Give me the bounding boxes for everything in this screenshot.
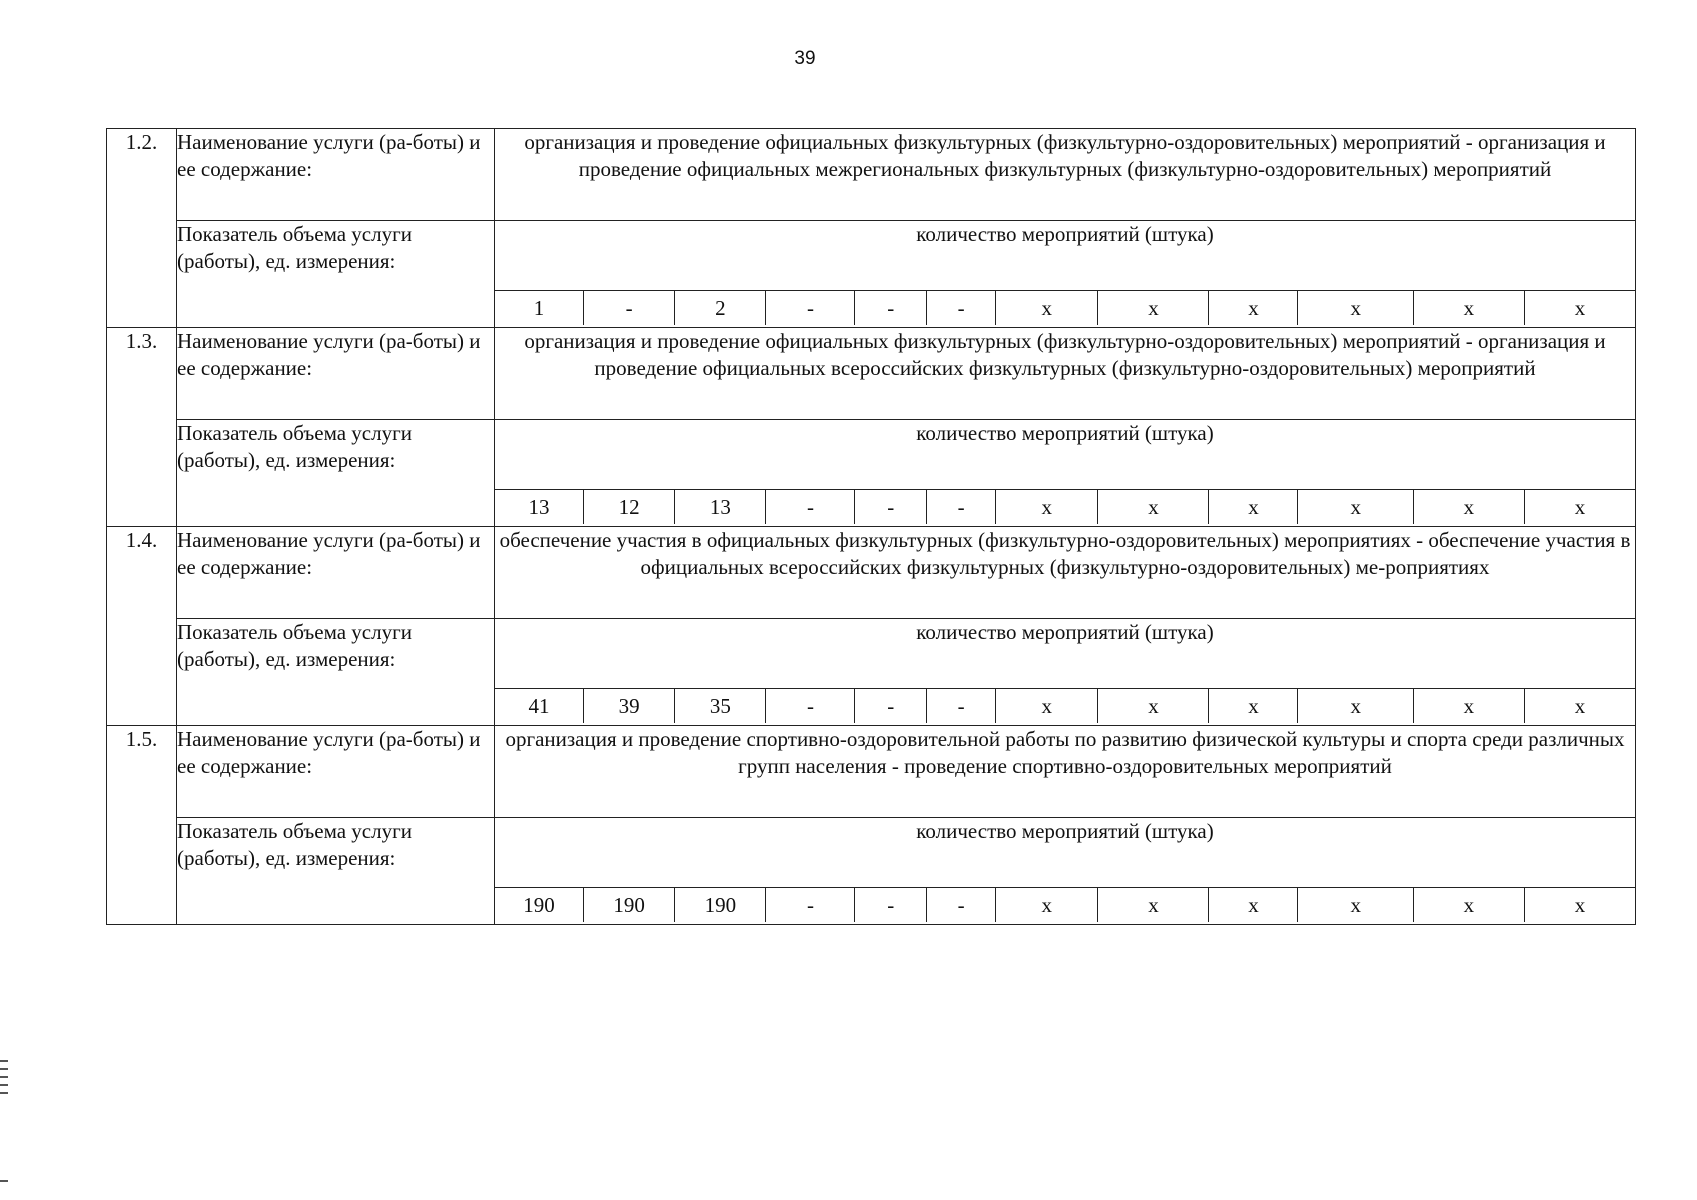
scan-mark <box>0 1180 8 1182</box>
row-number: 1.2. <box>107 129 177 328</box>
scan-mark <box>0 1060 8 1062</box>
indicator-label: Показатель объема услуги (работы), ед. измерения: <box>177 420 495 527</box>
values-table <box>495 490 1635 524</box>
value-cell: 41 <box>528 693 550 718</box>
value-cell: - <box>926 490 995 524</box>
value-cell: x <box>1098 888 1209 922</box>
service-description: организация и проведение официальных физкультурных (физкультурно-оздоровительных) мероприятий - организация и проведение официальных всероссийских физкультурных (физкультурно-оздоровительных) мероприятий <box>495 328 1636 420</box>
indicator-row <box>107 619 1636 689</box>
value-cell: - <box>766 490 855 524</box>
indicator-unit: количество мероприятий (штука) <box>495 619 1636 689</box>
value-cell: - <box>926 291 995 325</box>
value-cell: x <box>1298 291 1413 325</box>
indicator-row <box>107 818 1636 888</box>
values-table <box>495 888 1635 922</box>
value-cell: 13 <box>675 490 766 524</box>
value-cell: 39 <box>583 689 674 723</box>
value-cell: 2 <box>675 291 766 325</box>
scan-mark <box>0 1084 8 1086</box>
value-cell: x <box>996 291 1098 325</box>
value-cell: x <box>1098 490 1209 524</box>
indicator-unit: количество мероприятий (штука) <box>495 818 1636 888</box>
values-line <box>495 490 1635 524</box>
values-line <box>495 689 1635 723</box>
value-cell: - <box>766 291 855 325</box>
value-cell: 190 <box>523 892 555 917</box>
value-cell: x <box>1413 888 1524 922</box>
value-cell: - <box>926 689 995 723</box>
value-cell: 190 <box>583 888 674 922</box>
indicator-row <box>107 221 1636 291</box>
values-container <box>495 291 1636 328</box>
value-cell: - <box>855 291 926 325</box>
row-number: 1.3. <box>107 328 177 527</box>
values-container <box>495 490 1636 527</box>
service-row <box>107 328 1636 420</box>
value-cell: 35 <box>675 689 766 723</box>
service-description: организация и проведение официальных физкультурных (физкультурно-оздоровительных) мероприятий - организация и проведение официальных межрегиональных физкультурных (физкультурно-оздоровительных) мероприятий <box>495 129 1636 221</box>
value-cell: - <box>583 291 674 325</box>
value-cell: x <box>1298 490 1413 524</box>
indicator-label: Показатель объема услуги (работы), ед. измерения: <box>177 818 495 925</box>
value-cell: x <box>1524 490 1635 524</box>
value-cell: - <box>855 490 926 524</box>
service-label: Наименование услуги (ра-боты) и ее содержание: <box>177 328 495 420</box>
value-cell: - <box>766 689 855 723</box>
values-line <box>495 291 1635 325</box>
indicator-label: Показатель объема услуги (работы), ед. измерения: <box>177 619 495 726</box>
row-number: 1.4. <box>107 527 177 726</box>
value-cell: 190 <box>675 888 766 922</box>
service-row <box>107 726 1636 818</box>
value-cell: 1 <box>533 295 545 320</box>
value-cell: x <box>1209 490 1298 524</box>
indicator-unit: количество мероприятий (штука) <box>495 221 1636 291</box>
value-cell: 12 <box>583 490 674 524</box>
value-cell: x <box>996 689 1098 723</box>
value-cell: x <box>1098 689 1209 723</box>
service-row <box>107 527 1636 619</box>
value-cell: 13 <box>528 494 550 519</box>
indicator-row <box>107 420 1636 490</box>
indicator-label: Показатель объема услуги (работы), ед. измерения: <box>177 221 495 328</box>
value-cell: x <box>1298 888 1413 922</box>
indicator-unit: количество мероприятий (штука) <box>495 420 1636 490</box>
values-line <box>495 888 1635 922</box>
value-cell: x <box>1098 291 1209 325</box>
value-cell: x <box>1298 689 1413 723</box>
value-cell: x <box>1524 291 1635 325</box>
value-cell: - <box>926 888 995 922</box>
value-cell: - <box>766 888 855 922</box>
value-cell: x <box>1209 291 1298 325</box>
value-cell: x <box>1209 689 1298 723</box>
services-table <box>106 128 1636 925</box>
service-label: Наименование услуги (ра-боты) и ее содержание: <box>177 726 495 818</box>
values-table <box>495 689 1635 723</box>
value-cell: x <box>1413 689 1524 723</box>
value-cell: x <box>1413 291 1524 325</box>
value-cell: - <box>855 888 926 922</box>
scan-mark <box>0 1092 8 1094</box>
service-label: Наименование услуги (ра-боты) и ее содержание: <box>177 527 495 619</box>
value-cell: x <box>996 888 1098 922</box>
scan-mark <box>0 1068 8 1070</box>
service-description: организация и проведение спортивно-оздоровительной работы по развитию физической культуры и спорта среди различных групп населения - проведение спортивно-оздоровительных мероприятий <box>495 726 1636 818</box>
value-cell: x <box>1413 490 1524 524</box>
value-cell: x <box>996 490 1098 524</box>
page-number: 39 <box>794 48 816 69</box>
service-description: обеспечение участия в официальных физкультурных (физкультурно-оздоровительных) мероприятиях - обеспечение участия в официальных всероссийских физкультурных (физкультурно-оздоровительных) ме-роприятиях <box>495 527 1636 619</box>
values-table <box>495 291 1635 325</box>
value-cell: x <box>1524 689 1635 723</box>
values-container <box>495 689 1636 726</box>
service-row <box>107 129 1636 221</box>
value-cell: - <box>855 689 926 723</box>
values-container <box>495 888 1636 925</box>
scan-mark <box>0 1076 8 1078</box>
service-label: Наименование услуги (ра-боты) и ее содержание: <box>177 129 495 221</box>
row-number: 1.5. <box>107 726 177 925</box>
value-cell: x <box>1524 888 1635 922</box>
value-cell: x <box>1209 888 1298 922</box>
